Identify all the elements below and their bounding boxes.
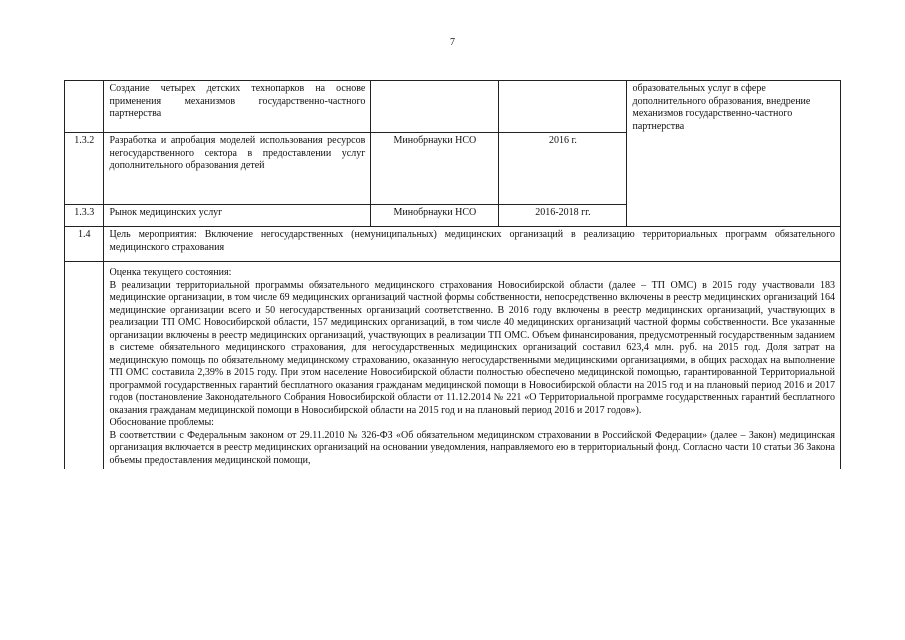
measure-description: Разработка и апробация моделей использования ресурсов негосударственного сектора в предоставлении услуг дополнительного образования детей [109,135,366,171]
assessment-paragraph: В реализации территориальной программы обязательного медицинского страхования Новосибирской области (далее – ТП ОМС) в 2015 году участвовали 183 медицинские организации, в том числе 69 медицинских организаций частной формы собственности, непосредственно включены в реестр медицинских организаций 164 медицинские организации всего и 50 негосударственных организаций соответственно. В 2016 году включены в реестр медицинских организаций, участвующих в реализации ТП ОМС Новосибирской области, 157 медицинских организаций, в том числе 40 медицинских организаций частной формы собственности. Все указанные организации включены в реестр медицинских организаций, участвующих в реализации ТП ОМС. Объем финансирования, предусмотренный государственным заданием в системе обязательного медицинского страхования, для негосударственных медицинских организаций составил 623,4 млн. руб. на 2015 год. Доля затрат на медицинскую помощь по обязательному медицинскому страхованию, оказанную негосударственными медицинскими организациями, в общих расходах на выполнение ТП ОМС составила 2,39% в 2015 году. При этом население Новосибирской области полностью обеспечено медицинской помощью, гарантированной Территориальной программой государственных гарантий бесплатного оказания гражданам медицинской помощи в Новосибирской области на 2015 год и на плановый период 2016 и 2017 годов (постановление Законодательного Собрания Новосибирской области от 11.12.2014 № 221 «О Территориальной программе государственных гарантий бесплатного оказания гражданам медицинской помощи в Новосибирской области на 2015 год и на плановый период 2016 и 2017 годов»). [109,279,835,416]
goal-text-cell [104,227,841,262]
problem-paragraph: В соответствии с Федеральным законом от 29.11.2010 № 326-ФЗ «Об обязательном медицинском страховании в Российской Федерации» (далее – Закон) медицинская организация включается в реестр медицинских организаций на основании уведомления, направляемого ею в территориальный фонд. Согласно части 10 статьи 36 Закона объемы предоставления медицинской помощи, [109,429,835,466]
goal-text: Цель мероприятия: Включение негосударственных (немуниципальных) медицинских организаций в реализацию территориальных программ обязательного медицинского страхования [109,229,835,253]
page-number: 7 [450,37,455,48]
measure-description: Рынок медицинских услуг [109,207,223,218]
row-number-cell: 1.3.2 [65,133,104,205]
measures-table [64,80,841,469]
assessment-row [65,262,841,470]
row-number-cell: 1.3.3 [65,205,104,227]
measure-description-cell [104,205,371,227]
measure-description-cell [104,133,371,205]
responsible-org-cell: Минобрнауки НСО [371,133,499,205]
deadline-cell: 2016 г. [499,133,627,205]
responsible-org-cell [371,81,499,133]
goal-number-cell: 1.4 [65,227,104,262]
table-row [65,81,841,133]
measure-description-cell [104,81,371,133]
assessment-heading: Оценка текущего состояния: [109,267,232,278]
assessment-cell [104,262,841,470]
goal-row [65,227,841,262]
expected-result-cell [627,81,841,227]
measure-description: Создание четырех детских технопарков на основе применения механизмов государственно-частного партнерства [109,83,366,119]
expected-result-text: образовательных услуг в сфере дополнительного образования, внедрение механизмов государственно-частного партнерства [632,83,811,132]
assessment-number-cell [65,262,104,470]
responsible-org-cell: Минобрнауки НСО [371,205,499,227]
deadline-cell [499,81,627,133]
deadline-cell: 2016-2018 гг. [499,205,627,227]
row-number-cell [65,81,104,133]
problem-heading: Обоснование проблемы: [109,417,214,428]
